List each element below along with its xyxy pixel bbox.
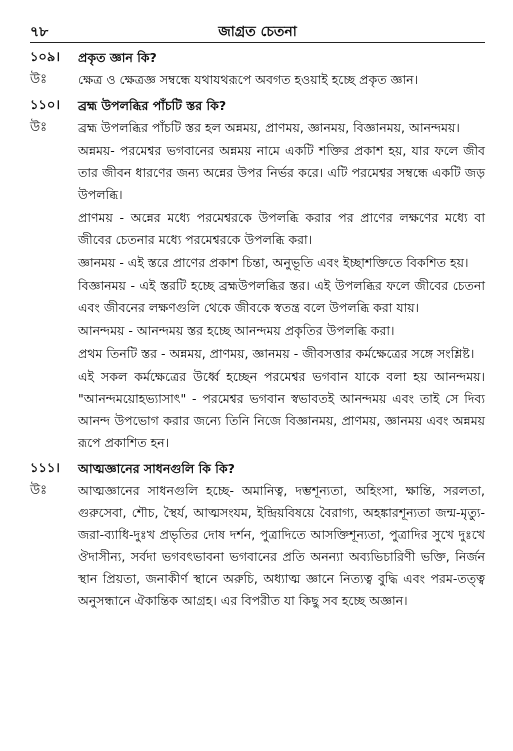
- answer-label: উঃ: [30, 120, 48, 135]
- question-row: [30, 95, 485, 117]
- answer-row: [30, 117, 485, 454]
- answer-body: [78, 117, 485, 454]
- answer-paragraph: এই সকল কর্মক্ষেত্রের উর্ধ্বে হচ্ছেন পরমেশ্বর ভগবান যাকে বলা হয় আনন্দময়। "আনন্দময়োহভ্যাসাৎ" - পরমেশ্বর ভগবান স্বভাবতই আনন্দময় এবং তাই সে দিব্য আনন্দ উপভোগ করার জন্যে তিনি নিজে বিজ্ঞানময়, প্রাণময়, জ্ঞানময় এবং অন্নময় রূপে প্রকাশিত হন।: [78, 369, 485, 450]
- answer-row: [30, 480, 485, 612]
- qa-item-109: [30, 47, 485, 91]
- question-number: ১১১।: [30, 461, 60, 476]
- question-number: ১১০।: [30, 98, 60, 113]
- qa-item-110: [30, 95, 485, 454]
- page-number: ৭৮: [30, 24, 49, 40]
- answer-row: [30, 69, 485, 91]
- question-text: আত্মজ্ঞানের সাধনগুলি কি কি?: [78, 461, 235, 476]
- question-row: [30, 458, 485, 480]
- qa-item-111: [30, 458, 485, 612]
- answer-paragraph: প্রথম তিনটি স্তর - অন্নময়, প্রাণময়, জ্ঞানময় - জীবসত্তার কর্মক্ষেত্রের সঙ্গে সংশ্লিষ্ট।: [78, 346, 475, 361]
- question-text: প্রকৃত জ্ঞান কি?: [78, 50, 157, 65]
- page-header: [30, 20, 485, 43]
- answer-paragraph: ব্রহ্ম উপলব্ধির পাঁচটি স্তর হল অন্নময়, প্রাণময়, জ্ঞানময়, বিজ্ঞানময়, আনন্দময়।: [78, 120, 460, 135]
- question-row: [30, 47, 485, 69]
- answer-body: [78, 69, 485, 91]
- question-text: ব্রহ্ম উপলব্ধির পাঁচটি স্তর কি?: [78, 98, 227, 113]
- answer-paragraph: অন্নময়- পরমেশ্বর ভগবানের অন্নময় নামে একটি শক্তির প্রকাশ হয়, যার ফলে জীব তার জীবন ধারণের জন্য অন্নের উপর নির্ভর করে। এটি পরমেশ্বর সম্বন্ধে একটি জড় উপলব্ধি।: [78, 143, 485, 202]
- answer-paragraph: আনন্দময় - আনন্দময় স্তর হচ্ছে আনন্দময় প্রকৃতির উপলব্ধি করা।: [78, 323, 395, 338]
- answer-paragraph: জ্ঞানময় - এই স্তরে প্রাণের প্রকাশ চিন্তা, অনুভূতি এবং ইচ্ছাশক্তিতে বিকশিত হয়।: [78, 255, 469, 270]
- answer-body: [78, 480, 485, 612]
- answer-paragraph: প্রাণময় - অন্নের মধ্যে পরমেশ্বরকে উপলব্ধি করার পর প্রাণের লক্ষণের মধ্যে বা জীবের চেতনার মধ্যে পরমেশ্বরকে উপলব্ধি করা।: [78, 210, 485, 247]
- answer-label: উঃ: [30, 72, 48, 87]
- answer-paragraph: বিজ্ঞানময় - এই স্তরটি হচ্ছে ব্রহ্মউপলব্ধির স্তর। এই উপলব্ধির ফলে জীবের চেতনা এবং জীবনের লক্ষণগুলি থেকে জীবকে স্বতন্ত্র বলে উপলব্ধি করা যায়।: [78, 278, 485, 315]
- answer-paragraph: আত্মজ্ঞানের সাধনগুলি হচ্ছে- অমানিত্ব, দম্ভশূন্যতা, অহিংসা, ক্ষান্তি, সরলতা, গুরুসেবা, শৌচ, স্থৈর্য, আত্মসংযম, ইন্দ্রিয়বিষয়ে বৈরাগ্য, অহঙ্কারশূন্যতা জন্ম-মৃত্যু-জরা-ব্যাধি-দুঃখ প্রভৃতির দোষ দর্শন, পুত্রাদিতে আসক্তিশূন্যতা, পুত্রাদির সুখে দুঃখে ঔদাসীন্য, সর্বদা ভগবৎভাবনা ভগবানের প্রতি অনন্যা অব্যভিচারিণী ভক্তি, নির্জন স্থান প্রিয়তা, জনাকীর্ণ স্থানে অরুচি, অধ্যাত্ম জ্ঞানে নিত্যত্ব বুদ্ধি এবং পরম-তত্ত্ব অনুসন্ধানে ঐকান্তিক আগ্রহ। এর বিপরীত যা কিছু সব হচ্ছে অজ্ঞান।: [78, 483, 485, 608]
- answer-label: উঃ: [30, 483, 48, 498]
- answer-paragraph: ক্ষেত্র ও ক্ষেত্রজ্ঞ সম্বন্ধে যথাযথরূপে অবগত হওয়াই হচ্ছে প্রকৃত জ্ঞান।: [78, 72, 419, 87]
- running-title: জাগ্রত চেতনা: [218, 24, 297, 40]
- question-number: ১০৯।: [30, 50, 60, 65]
